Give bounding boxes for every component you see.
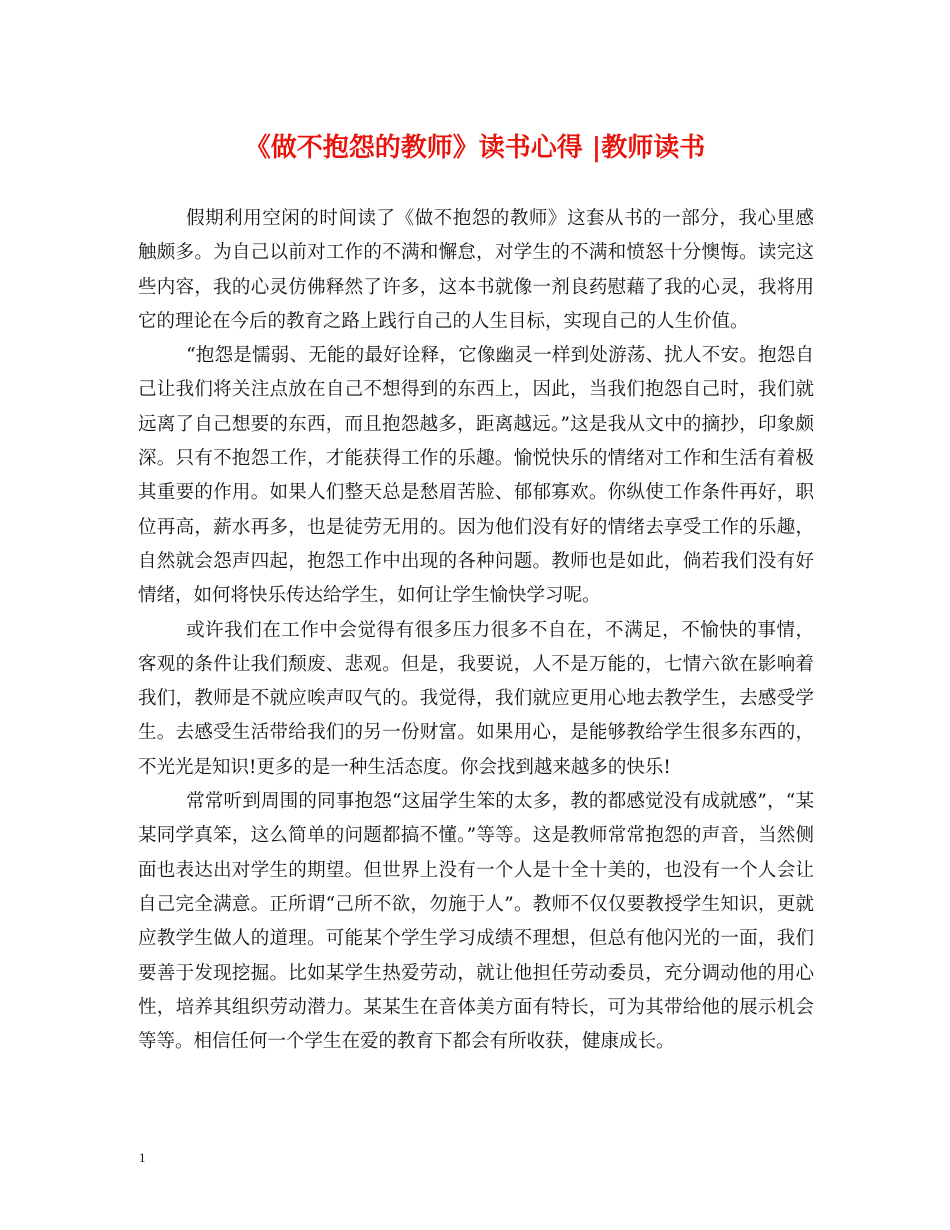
- body-paragraph-3: 或许我们在工作中会觉得有很多压力很多不自在，不满足，不愉快的事情，客观的条件让我们颓废、悲观。但是，我要说，人不是万能的，七情六欲在影响着我们，教师是不就应唉声叹气的。我觉得，我们就应更用心地去教学生，去感受学生。去感受生活带给我们的另一份财富。如果用心，是能够教给学生很多东西的，不光光是知识!更多的是一种生活态度。你会找到越来越多的快乐!: [138, 619, 814, 778]
- page-number: 1: [139, 1150, 146, 1165]
- body-paragraph-1: 假期利用空闲的时间读了《做不抱怨的教师》这套从书的一部分，我心里感触颇多。为自己以前对工作的不满和懈怠，对学生的不满和愤怒十分懊悔。读完这些内容，我的心灵仿佛释然了许多，这本书就像一剂良药慰藉了我的心灵，我将用它的理论在今后的教育之路上践行自己的人生目标，实现自己的人生价值。: [138, 208, 814, 332]
- body-paragraph-4: 常常听到周围的同事抱怨“这届学生笨的太多，教的都感觉没有成就感”，“某某同学真笨，这么简单的问题都搞不懂。”等等。这是教师常常抱怨的声音，当然侧面也表达出对学生的期望。但世界上没有一个人是十全十美的，也没有一个人会让自己完全满意。正所谓“己所不欲，勿施于人”。教师不仅仅要教授学生知识，更就应教学生做人的道理。可能某个学生学习成绩不理想，但总有他闪光的一面，我们要善于发现挖掘。比如某学生热爱劳动，就让他担任劳动委员，充分调动他的用心性，培养其组织劳动潜力。某某生在音体美方面有特长，可为其带给他的展示机会等等。相信任何一个学生在爱的教育下都会有所收获，健康成长。: [138, 791, 814, 1053]
- document-body: [138, 202, 814, 1059]
- body-paragraph-2: “抱怨是懦弱、无能的最好诠释，它像幽灵一样到处游荡、扰人不安。抱怨自己让我们将关注点放在自己不想得到的东西上，因此，当我们抱怨自己时，我们就远离了自己想要的东西，而且抱怨越多，距离越远。”这是我从文中的摘抄，印象颇深。只有不抱怨工作，才能获得工作的乐趣。愉悦快乐的情绪对工作和生活有着极其重要的作用。如果人们整天总是愁眉苦脸、郁郁寡欢。你纵使工作条件再好，职位再高，薪水再多，也是徒劳无用的。因为他们没有好的情绪去享受工作的乐趣，自然就会怨声四起，抱怨工作中出现的各种问题。教师也是如此，倘若我们没有好情绪，如何将快乐传达给学生，如何让学生愉快学习呢。: [138, 345, 814, 607]
- document-title: 《做不抱怨的教师》读书心得 |教师读书: [244, 133, 706, 163]
